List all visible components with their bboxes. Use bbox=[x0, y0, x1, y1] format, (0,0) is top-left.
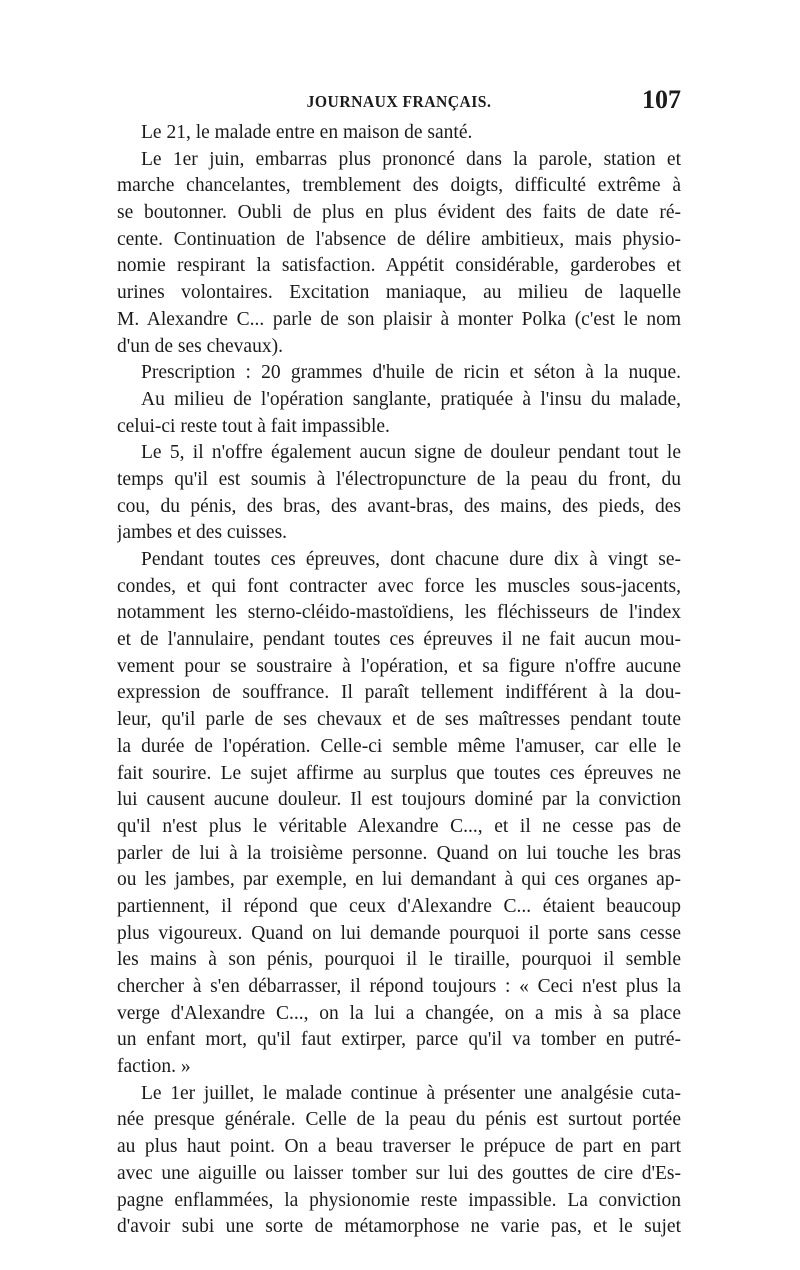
text-line: un enfant mort, qu'il faut extirper, parce qu'il va tomber en putré- bbox=[117, 1029, 681, 1051]
text-line: nomie respirant la satisfaction. Appétit considérable, garderobes et bbox=[117, 255, 681, 277]
text-line: marche chancelantes, tremblement des doigts, difficulté extrême à bbox=[117, 175, 681, 197]
text-line: Pendant toutes ces épreuves, dont chacune dure dix à vingt se- bbox=[141, 549, 681, 570]
text-line: faction. » bbox=[117, 1056, 191, 1078]
text-line: ou les jambes, par exemple, en lui demandant à qui ces organes ap- bbox=[117, 869, 681, 891]
text-line: verge d'Alexandre C..., on la lui a changée, on a mis à sa place bbox=[117, 1002, 681, 1024]
page-number: 107 bbox=[642, 85, 681, 114]
text-line: d'avoir subi une sorte de métamorphose ne varie pas, et le sujet bbox=[117, 1216, 681, 1238]
text-line: parler de lui à la troisième personne. Quand on lui touche les bras bbox=[117, 842, 681, 864]
text-line: au plus haut point. On a beau traverser le prépuce de part en part bbox=[117, 1136, 681, 1158]
text-line: la durée de l'opération. Celle-ci semble même l'amuser, car elle le bbox=[117, 735, 681, 757]
text-line: les mains à son pénis, pourquoi il le tiraille, pourquoi il semble bbox=[117, 949, 681, 971]
text-line: fait sourire. Le sujet affirme au surplus que toutes ces épreuves ne bbox=[117, 762, 681, 784]
text-line: qu'il n'est plus le véritable Alexandre C..., et il ne cesse pas de bbox=[117, 815, 681, 837]
text-line: vement pour se soustraire à l'opération, et sa figure n'offre aucune bbox=[117, 655, 681, 677]
text-line: Au milieu de l'opération sanglante, pratiquée à l'insu du malade, bbox=[141, 388, 681, 410]
text-line: Le 1er juin, embarras plus prononcé dans la parole, station et bbox=[141, 148, 681, 170]
text-line: Le 21, le malade entre en maison de santé. bbox=[141, 122, 473, 143]
text-line: se boutonner. Oubli de plus en plus évident des faits de date ré- bbox=[117, 202, 681, 224]
text-line: condes, et qui font contracter avec force les muscles sous-jacents, bbox=[117, 575, 681, 597]
text-line: chercher à s'en débarrasser, il répond toujours : « Ceci n'est plus la bbox=[117, 976, 681, 997]
text-line: plus vigoureux. Quand on lui demande pourquoi il porte sans cesse bbox=[117, 922, 681, 944]
text-line: cou, du pénis, des bras, des avant-bras, des mains, des pieds, des bbox=[117, 495, 681, 517]
running-head bbox=[117, 84, 681, 116]
text-line: expression de souffrance. Il paraît tellement indifférent à la dou- bbox=[117, 682, 681, 704]
text-line: née presque générale. Celle de la peau du pénis est surtout portée bbox=[117, 1109, 681, 1131]
text-line: cente. Continuation de l'absence de délire ambitieux, mais physio- bbox=[117, 228, 681, 250]
text-line: d'un de ses chevaux). bbox=[117, 335, 283, 357]
text-line: jambes et des cuisses. bbox=[117, 522, 288, 544]
text-line: partiennent, il répond que ceux d'Alexandre C... étaient beaucoup bbox=[117, 895, 681, 917]
text-line: celui-ci reste tout à fait impassible. bbox=[117, 415, 390, 437]
text-line: M. Alexandre C... parle de son plaisir à monter Polka (c'est le nom bbox=[117, 308, 681, 330]
text-line: Prescription : 20 grammes d'huile de ricin et séton à la nuque. bbox=[141, 362, 681, 384]
text-line: lui causent aucune douleur. Il est toujours dominé par la conviction bbox=[117, 789, 681, 811]
text-line: temps qu'il est soumis à l'électropuncture de la peau du front, du bbox=[117, 468, 681, 490]
text-line: et de l'annulaire, pendant toutes ces épreuves il ne fait aucun mou- bbox=[117, 629, 681, 651]
running-title: JOURNAUX FRANÇAIS. bbox=[306, 92, 492, 111]
text-line: leur, qu'il parle de ses chevaux et de ses maîtresses pendant toute bbox=[117, 709, 681, 731]
text-line: pagne enflammées, la physionomie reste impassible. La conviction bbox=[117, 1189, 681, 1211]
text-line: notamment les sterno-cléido-mastoïdiens, les fléchisseurs de l'index bbox=[117, 602, 681, 624]
text-line: urines volontaires. Excitation maniaque, au milieu de laquelle bbox=[117, 282, 681, 304]
body-text bbox=[117, 120, 681, 1241]
text-line: avec une aiguille ou laisser tomber sur lui des gouttes de cire d'Es- bbox=[117, 1162, 681, 1184]
text-line: Le 1er juillet, le malade continue à présenter une analgésie cuta- bbox=[141, 1082, 681, 1104]
text-line: Le 5, il n'offre également aucun signe de douleur pendant tout le bbox=[141, 442, 681, 464]
